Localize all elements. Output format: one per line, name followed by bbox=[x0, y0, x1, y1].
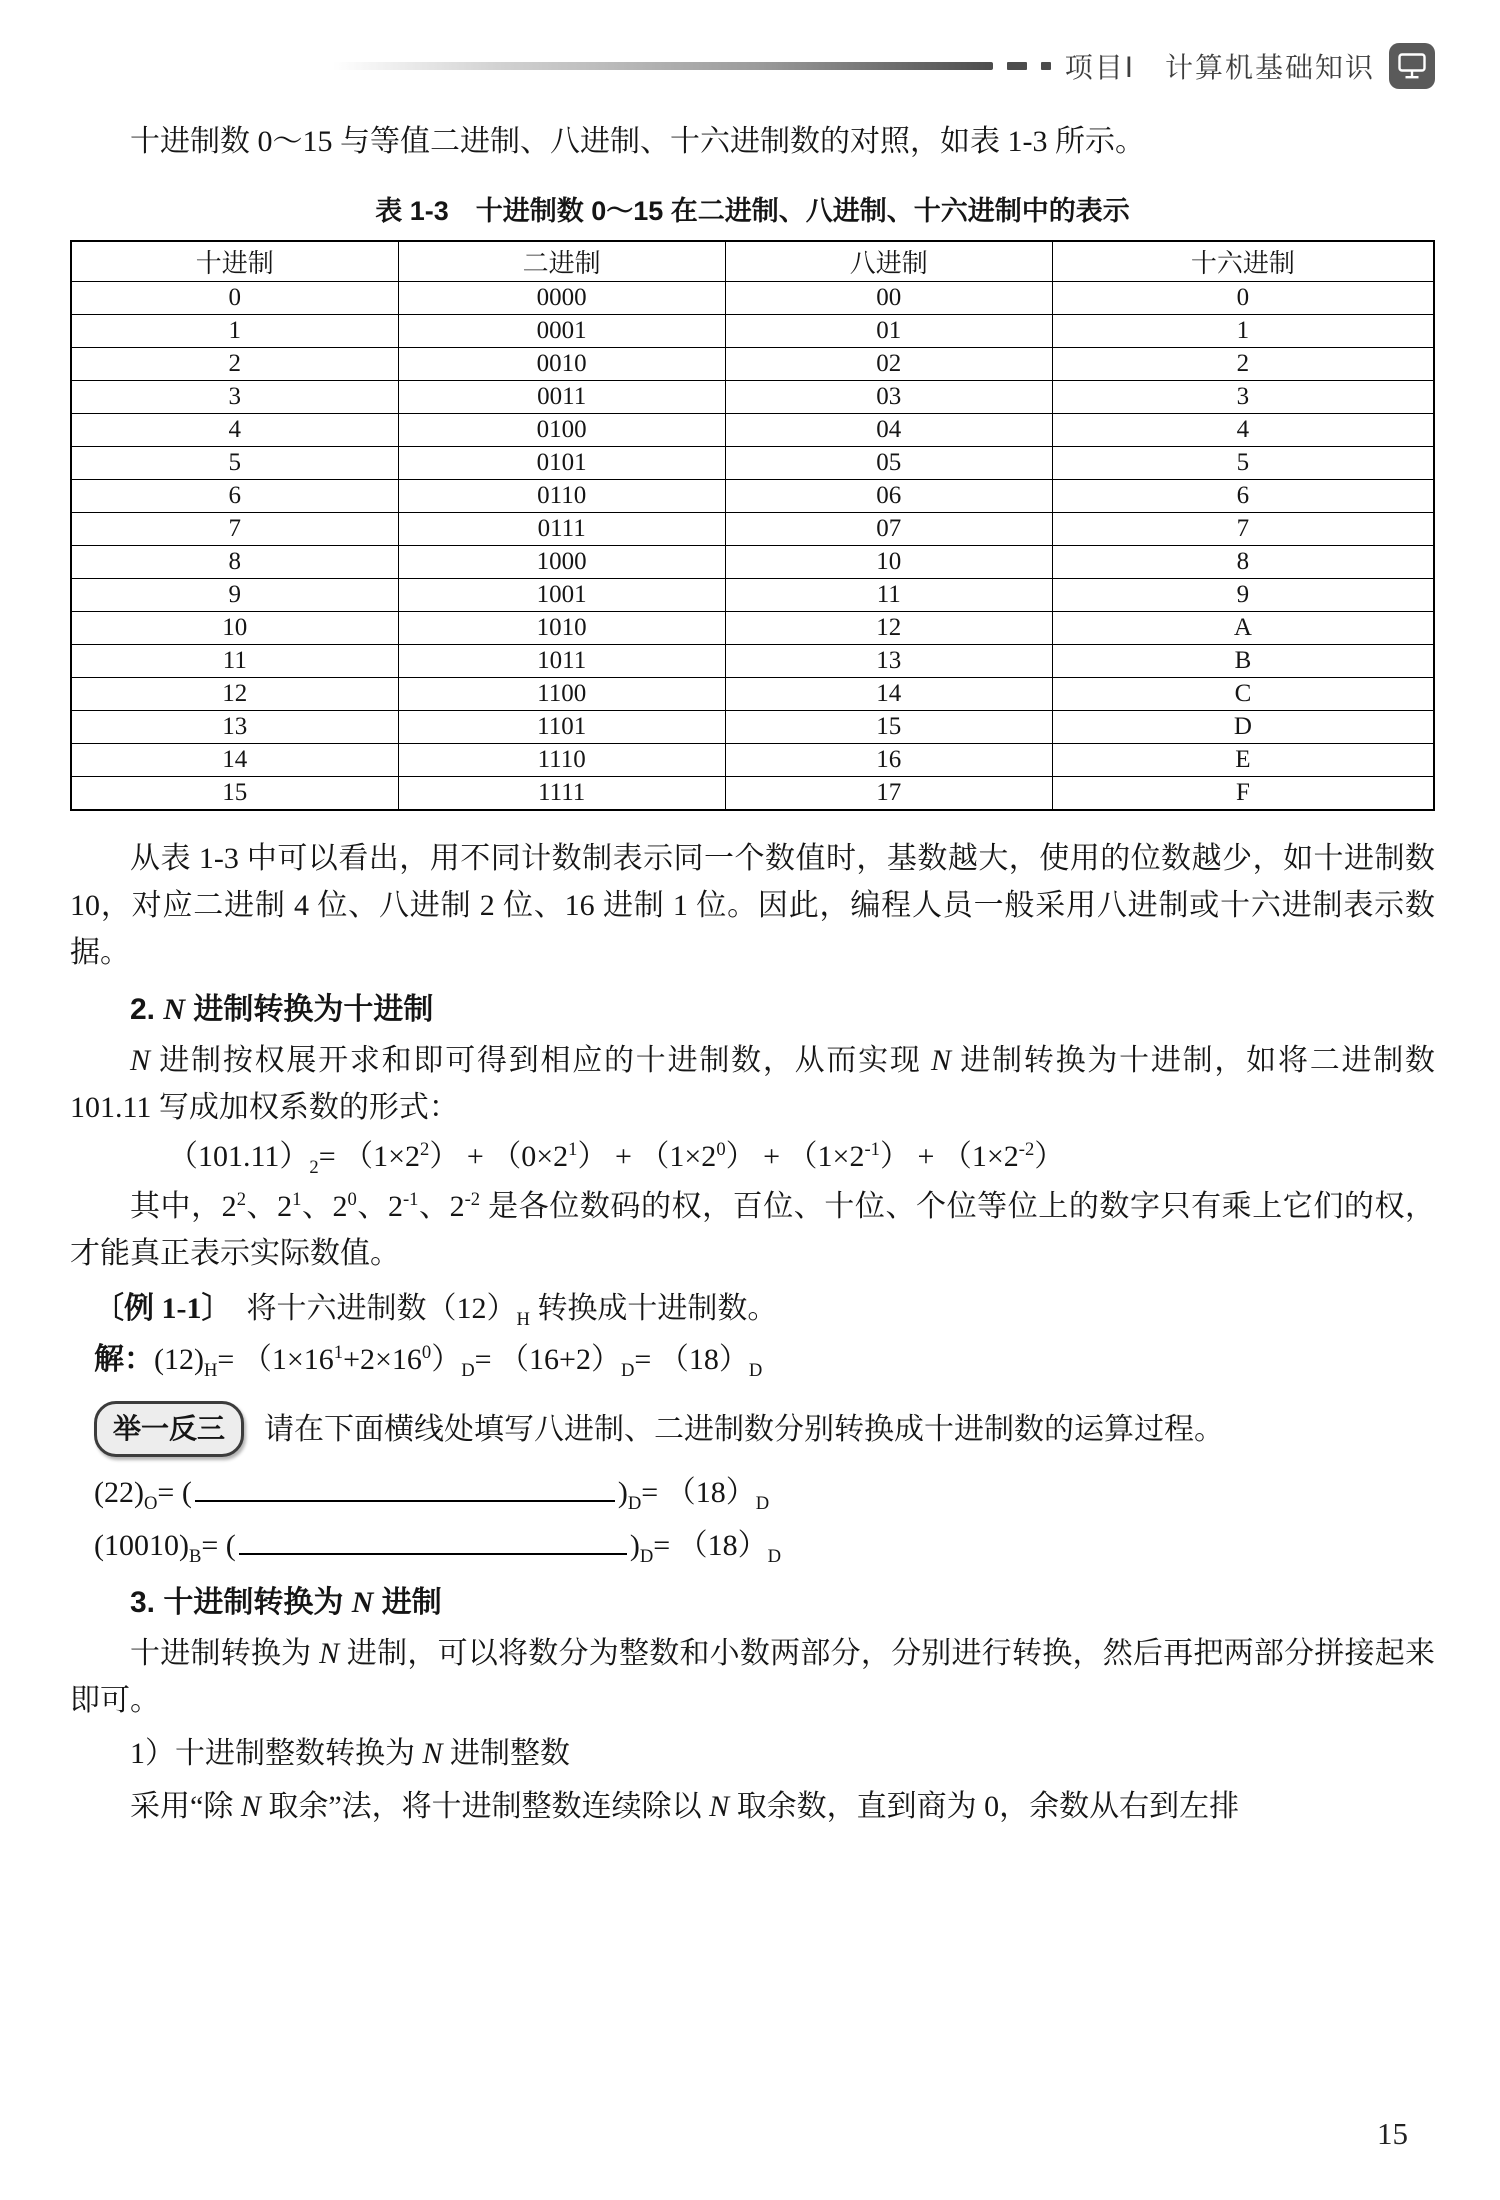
section-2-paragraph: N 进制按权展开求和即可得到相应的十进制数，从而实现 N 进制转换为十进制，如将二进制数 101.11 写成加权系数的形式： bbox=[70, 1044, 1436, 1124]
table-cell: 06 bbox=[725, 480, 1052, 513]
after-table-paragraph: 从表 1-3 中可以看出，用不同计数制表示同一个数值时，基数越大，使用的位数越少，如十进制数 10，对应二进制 4 位、八进制 2 位、16 进制 1 位。因此，编程人员一般采用八进制或十六进制表示数据。 bbox=[70, 842, 1435, 969]
table-row bbox=[71, 645, 1434, 678]
table-cell: 5 bbox=[1052, 447, 1434, 480]
table-cell: 1000 bbox=[398, 546, 725, 579]
table-cell: 07 bbox=[725, 513, 1052, 546]
table-cell: A bbox=[1052, 612, 1434, 645]
table-cell: 0 bbox=[1052, 282, 1434, 315]
table-caption: 表 1-3 十进制数 0～15 在二进制、八进制、十六进制中的表示 bbox=[375, 196, 1130, 226]
table-cell: 15 bbox=[71, 777, 398, 811]
table-cell: 7 bbox=[71, 513, 398, 546]
table-cell: 03 bbox=[725, 381, 1052, 414]
section-3-paragraph-2: 采用“除 N 取余”法，将十进制整数连续除以 N 取余数，直到商为 0，余数从右到左排 bbox=[130, 1790, 1240, 1823]
table-cell: 6 bbox=[1052, 480, 1434, 513]
table-cell: 0011 bbox=[398, 381, 725, 414]
table-body bbox=[71, 282, 1434, 811]
table-row bbox=[71, 546, 1434, 579]
table-cell: 0110 bbox=[398, 480, 725, 513]
table-cell: E bbox=[1052, 744, 1434, 777]
table-cell: 1011 bbox=[398, 645, 725, 678]
column-header-binary: 二进制 bbox=[398, 241, 725, 282]
table-cell: 11 bbox=[71, 645, 398, 678]
table-cell: 7 bbox=[1052, 513, 1434, 546]
table-cell: 16 bbox=[725, 744, 1052, 777]
section-2-heading: 2. N 进制转换为十进制 bbox=[130, 993, 434, 1026]
table-cell: F bbox=[1052, 777, 1434, 811]
practice-text: 请在下面横线处填写八进制、二进制数分别转换成十进制数的运算过程。 bbox=[264, 1412, 1225, 1446]
weights-paragraph: 其中，$2^2$、$2^1$、$2^0$、$2^{-1}$、$2^{-2}$ 是各位数码的权，百位、十位、个位等位上的数字只有乘上它们的权，才能真正表示实际数值。 bbox=[70, 1189, 1436, 1270]
table-cell: 1010 bbox=[398, 612, 725, 645]
table-cell: 00 bbox=[725, 282, 1052, 315]
table-cell: 1 bbox=[71, 315, 398, 348]
table-cell: 11 bbox=[725, 579, 1052, 612]
table-row bbox=[71, 744, 1434, 777]
table-row bbox=[71, 711, 1434, 744]
example-line: 〔例 1-1〕 将十六进制数$(12)_H$ 转换成十进制数。 bbox=[94, 1292, 778, 1330]
table-cell: 17 bbox=[725, 777, 1052, 811]
table-row bbox=[71, 678, 1434, 711]
table-row bbox=[71, 348, 1434, 381]
intro-paragraph: 十进制数 0～15 与等值二进制、八进制、十六进制数的对照，如表 1-3 所示。 bbox=[130, 125, 1145, 158]
section-3-heading: 3. 十进制转换为 N 进制 bbox=[130, 1586, 442, 1619]
table-cell: 13 bbox=[71, 711, 398, 744]
table-cell: 12 bbox=[725, 612, 1052, 645]
header-dash bbox=[1007, 62, 1027, 70]
table-row bbox=[71, 480, 1434, 513]
table-row bbox=[71, 282, 1434, 315]
table-cell: 04 bbox=[725, 414, 1052, 447]
table-cell: 4 bbox=[1052, 414, 1434, 447]
table-cell: 3 bbox=[71, 381, 398, 414]
table-row bbox=[71, 315, 1434, 348]
table-row bbox=[71, 381, 1434, 414]
table-cell: 15 bbox=[725, 711, 1052, 744]
table-cell: 14 bbox=[71, 744, 398, 777]
conversion-table bbox=[70, 240, 1435, 811]
table-cell: 0010 bbox=[398, 348, 725, 381]
table-cell: 02 bbox=[725, 348, 1052, 381]
table-cell: 10 bbox=[71, 612, 398, 645]
sub-heading-1: 1）十进制整数转换为 N 进制整数 bbox=[130, 1737, 571, 1770]
table-cell: 0001 bbox=[398, 315, 725, 348]
table-cell: 05 bbox=[725, 447, 1052, 480]
practice-line bbox=[94, 1401, 1435, 1457]
table-cell: 9 bbox=[71, 579, 398, 612]
table-cell: 0 bbox=[71, 282, 398, 315]
table-cell: 1110 bbox=[398, 744, 725, 777]
table-cell: D bbox=[1052, 711, 1434, 744]
table-cell: 1101 bbox=[398, 711, 725, 744]
solution-line: 解：$(12)_H= (1\times 16^1+2\times 16^0)_D= (16+2)_D= (18)_D$ bbox=[94, 1342, 763, 1381]
fill-line-binary: $(10010)_B=$ ( )$_D= (18)_D$ bbox=[94, 1522, 1435, 1569]
table-row bbox=[71, 513, 1434, 546]
table-row bbox=[71, 612, 1434, 645]
table-cell: 1111 bbox=[398, 777, 725, 811]
column-header-decimal: 十进制 bbox=[71, 241, 398, 282]
table-cell: 1 bbox=[1052, 315, 1434, 348]
table-cell: 0101 bbox=[398, 447, 725, 480]
table-cell: 10 bbox=[725, 546, 1052, 579]
table-cell: 3 bbox=[1052, 381, 1434, 414]
table-row bbox=[71, 777, 1434, 811]
table-header-row bbox=[71, 241, 1434, 282]
column-header-octal: 八进制 bbox=[725, 241, 1052, 282]
section-3-paragraph: 十进制转换为 N 进制，可以将数分为整数和小数两部分，分别进行转换，然后再把两部分拼接起来即可。 bbox=[70, 1637, 1436, 1717]
table-cell: 1100 bbox=[398, 678, 725, 711]
chapter-header bbox=[70, 42, 1435, 90]
table-cell: 6 bbox=[71, 480, 398, 513]
table-cell: 4 bbox=[71, 414, 398, 447]
chapter-title: 项目Ⅰ 计算机基础知识 bbox=[1064, 52, 1375, 83]
table-cell: 14 bbox=[725, 678, 1052, 711]
table-cell: 9 bbox=[1052, 579, 1434, 612]
table-cell: 8 bbox=[1052, 546, 1434, 579]
table-row bbox=[71, 414, 1434, 447]
page-number: 15 bbox=[1377, 2116, 1408, 2151]
table-row bbox=[71, 579, 1434, 612]
table-cell: 13 bbox=[725, 645, 1052, 678]
header-rule bbox=[333, 62, 993, 70]
table-cell: 2 bbox=[1052, 348, 1434, 381]
table-cell: 1001 bbox=[398, 579, 725, 612]
formula-line: $(101.11)_2= (1\times 2^2) + (0\times 2^1) + (1\times 2^0) + (1\times 2^{-1}) + (1\times 2^{-2})$ bbox=[168, 1139, 1065, 1178]
header-dash bbox=[1041, 62, 1051, 70]
table-cell: 0000 bbox=[398, 282, 725, 315]
table-cell: 0100 bbox=[398, 414, 725, 447]
table-cell: 2 bbox=[71, 348, 398, 381]
table-cell: 12 bbox=[71, 678, 398, 711]
column-header-hex: 十六进制 bbox=[1052, 241, 1434, 282]
table-cell: 01 bbox=[725, 315, 1052, 348]
table-cell: 0111 bbox=[398, 513, 725, 546]
table-cell: C bbox=[1052, 678, 1434, 711]
practice-badge: 举一反三 bbox=[94, 1401, 244, 1457]
table-cell: 8 bbox=[71, 546, 398, 579]
table-cell: 5 bbox=[71, 447, 398, 480]
table-cell: B bbox=[1052, 645, 1434, 678]
fill-line-octal: $(22)_O=$ ( )$_D= (18)_D$ bbox=[94, 1469, 1435, 1516]
monitor-icon bbox=[1389, 43, 1435, 89]
table-row bbox=[71, 447, 1434, 480]
